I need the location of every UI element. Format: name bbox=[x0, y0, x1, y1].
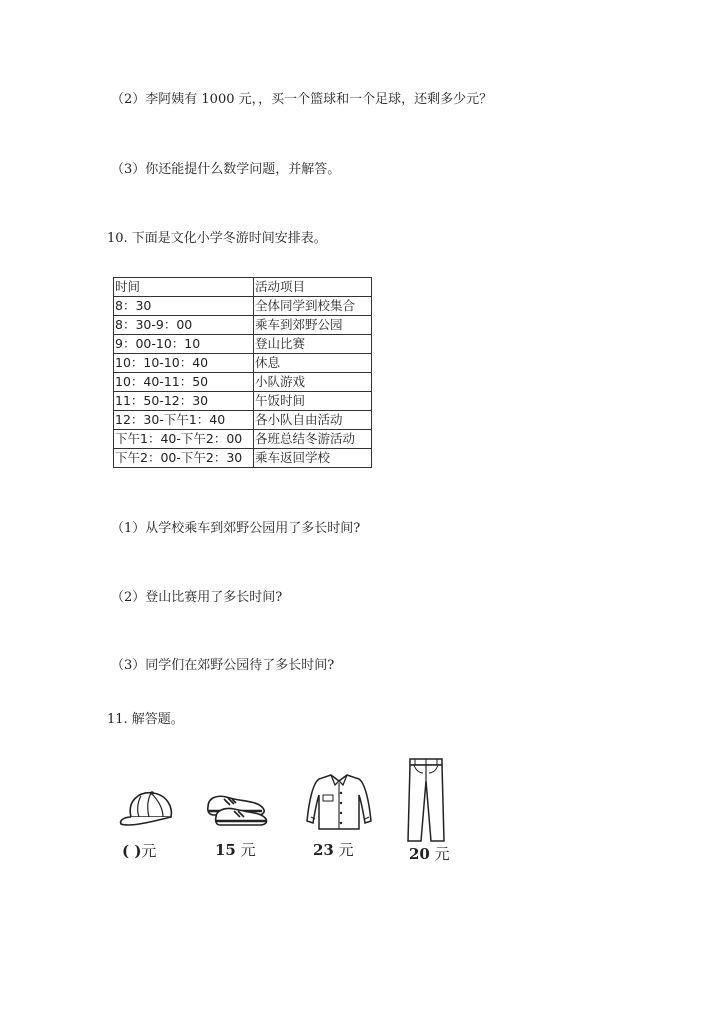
table-row bbox=[114, 335, 372, 354]
time-cell: 下午2：00-下午2：30 bbox=[114, 449, 254, 468]
question-9-2: （2）李阿姨有 1000 元，，买一个篮球和一个足球，还剩多少元？ bbox=[111, 92, 493, 107]
pants-icon bbox=[405, 757, 447, 843]
activity-cell: 小队游戏 bbox=[254, 373, 372, 392]
table-header-row bbox=[114, 278, 372, 297]
activity-cell: 乘车返回学校 bbox=[254, 449, 372, 468]
activity-cell: 全体同学到校集合 bbox=[254, 297, 372, 316]
shirt-icon bbox=[303, 771, 375, 833]
schedule-table bbox=[113, 277, 372, 468]
table-row bbox=[114, 430, 372, 449]
question-11-title: 11. 解答题。 bbox=[107, 712, 184, 727]
time-cell: 10：10-10：40 bbox=[114, 354, 254, 373]
table-row bbox=[114, 316, 372, 335]
header-activity: 活动项目 bbox=[254, 278, 372, 297]
pants-price bbox=[409, 843, 450, 864]
table-row bbox=[114, 373, 372, 392]
price-unit: 元 bbox=[141, 842, 157, 860]
time-cell: 10：40-11：50 bbox=[114, 373, 254, 392]
table-row bbox=[114, 449, 372, 468]
table-row bbox=[114, 354, 372, 373]
activity-cell: 各小队自由活动 bbox=[254, 411, 372, 430]
price-unit: 元 bbox=[429, 845, 450, 863]
time-cell: 12：30-下午1：40 bbox=[114, 411, 254, 430]
time-cell: 8：30 bbox=[114, 297, 254, 316]
price-value: 23 bbox=[313, 841, 334, 859]
price-value: 20 bbox=[409, 845, 430, 863]
price-unit: 元 bbox=[333, 841, 354, 859]
question-10-1: （1）从学校乘车到郊野公园用了多长时间? bbox=[111, 521, 361, 536]
activity-cell: 午饭时间 bbox=[254, 392, 372, 411]
cap-price bbox=[122, 840, 156, 861]
table-row bbox=[114, 411, 372, 430]
shoes-icon bbox=[204, 789, 270, 827]
activity-cell: 各班总结冬游活动 bbox=[254, 430, 372, 449]
question-10-2: （2）登山比赛用了多长时间? bbox=[111, 590, 283, 605]
time-cell: 11：50-12：30 bbox=[114, 392, 254, 411]
table-row bbox=[114, 297, 372, 316]
header-time: 时间 bbox=[114, 278, 254, 297]
activity-cell: 休息 bbox=[254, 354, 372, 373]
activity-cell: 登山比赛 bbox=[254, 335, 372, 354]
activity-cell: 乘车到郊野公园 bbox=[254, 316, 372, 335]
shoes-price bbox=[215, 839, 256, 860]
price-unit: 元 bbox=[235, 841, 256, 859]
time-cell: 下午1：40-下午2：00 bbox=[114, 430, 254, 449]
question-9-3: （3）你还能提什么数学问题，并解答。 bbox=[111, 162, 341, 177]
time-cell: 8：30-9：00 bbox=[114, 316, 254, 335]
question-10-title: 10. 下面是文化小学冬游时间安排表。 bbox=[107, 231, 327, 246]
price-value: 15 bbox=[215, 841, 236, 859]
cap-icon bbox=[117, 787, 177, 831]
table-row bbox=[114, 392, 372, 411]
price-blank: ( ) bbox=[122, 842, 142, 860]
question-10-3: （3）同学们在郊野公园待了多长时间? bbox=[111, 658, 335, 673]
shirt-price bbox=[313, 839, 354, 860]
time-cell: 9：00-10：10 bbox=[114, 335, 254, 354]
